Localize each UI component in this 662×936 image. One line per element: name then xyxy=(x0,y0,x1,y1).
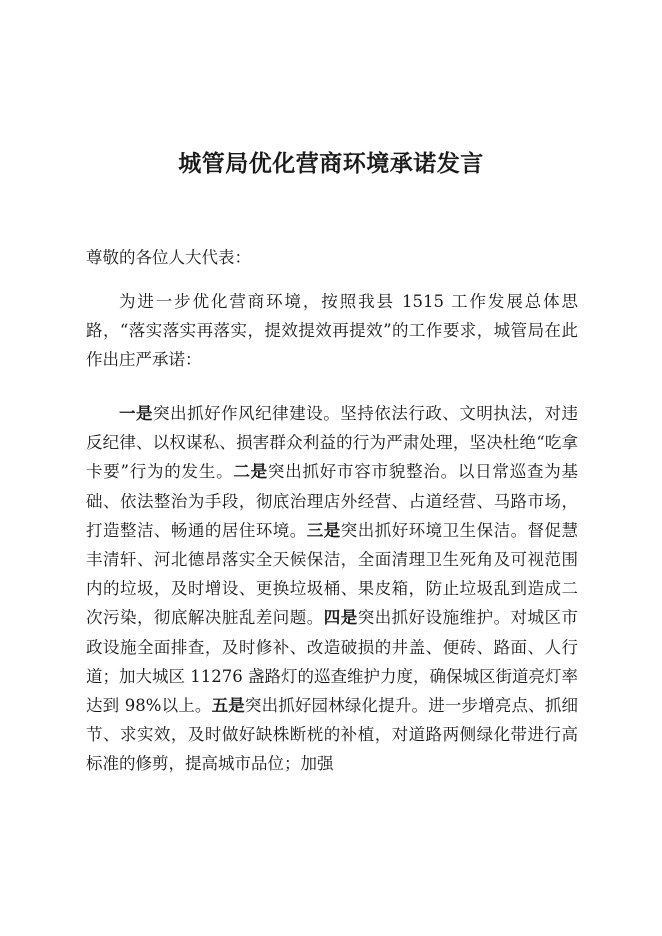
intro-paragraph: 为进一步优化营商环境，按照我县 1515 工作发展总体思路，“落实落实再落实，提效提效再提效”的工作要求，城管局在此作出庄严承诺： xyxy=(86,292,578,370)
salutation: 尊敬的各位人大代表： xyxy=(86,248,251,267)
commitment-2-text: 突出抓好市容市貌整治。以日常巡查为基础、依法整治为手段，彻底治理店外经营、占道经营、马路市场，打造整洁、畅通的居住环境。 xyxy=(86,462,579,540)
commitment-3-text: 突出抓好环境卫生保洁。督促慧丰清轩、河北德昂落实全天候保洁，全面清理卫生死角及可视范围内的垃圾，及时增设、更换垃圾桶、果皮箱，防止垃圾乱到造成二次污染，彻底解决脏乱差问题。 xyxy=(86,520,579,628)
commitment-5-label: 五是 xyxy=(211,696,245,716)
commitment-5-text: 突出抓好园林绿化提升。进一步增亮点、抓细节、求实效，及时做好缺株断桄的补植，对道路两侧绿化带进行高标准的修剪，提高城市品位；加强 xyxy=(86,696,579,774)
commitment-3-label: 三是 xyxy=(306,520,341,540)
commitment-4-label: 四是 xyxy=(323,608,358,628)
commitments-paragraph xyxy=(86,399,578,779)
commitment-4-text: 突出抓好设施维护。对城区市政设施全面排查，及时修补、改造破损的井盖、便砖、路面、人行道；加大城区 11276 盏路灯的巡查维护力度，确保城区街道亮灯率达到 98%以上。 xyxy=(86,608,579,716)
commitment-1-label: 一是 xyxy=(119,404,154,423)
commitment-2-label: 二是 xyxy=(233,462,268,482)
commitment-1-text: 突出抓好作风纪律建设。坚持依法行政、文明执法，对违反纪律、以权谋私、损害群众利益的行为严肃处理，坚决杜绝“吃拿卡要”行为的发生。 xyxy=(86,404,579,482)
document-title: 城管局优化营商环境承诺发言 xyxy=(178,150,484,177)
